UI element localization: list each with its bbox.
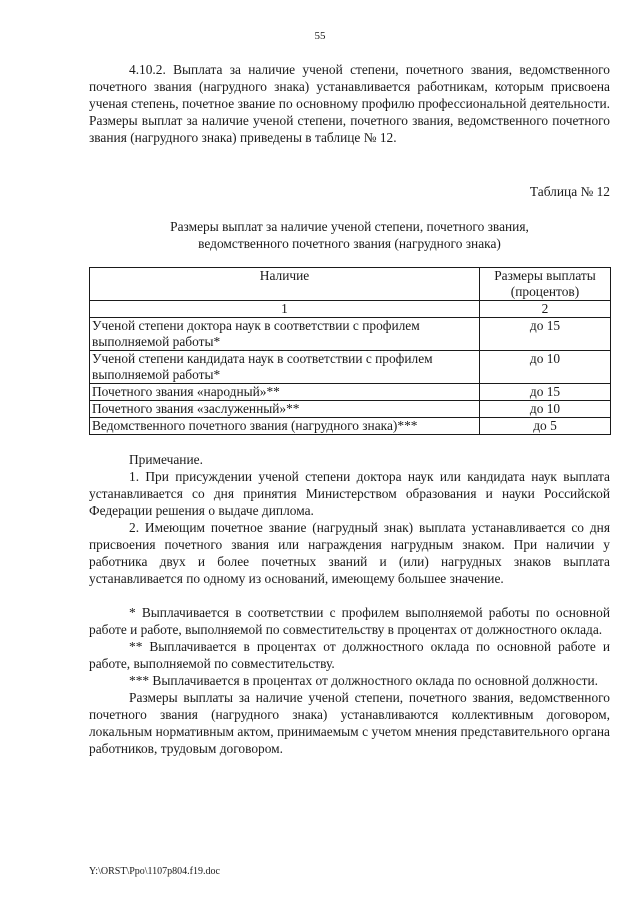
table-label: Таблица № 12 [529,184,610,199]
table-title-line-2: ведомственного почетного звания (нагрудного знака) [198,236,501,251]
row-name: Ученой степени кандидата наук в соответствии с профилем выполняемой работы* [90,351,480,384]
payments-table [89,267,611,435]
footnote-3: *** Выплачивается в процентах от должностного оклада по основной должности. [129,673,598,688]
table-row [90,418,611,435]
column-header-presence: Наличие [90,268,480,301]
table-row [90,351,611,384]
column-header-amount: Размеры выплаты (процентов) [480,268,611,301]
row-value: до 15 [480,318,611,351]
column-number-row [90,301,611,318]
notes-section [89,451,610,757]
row-value: до 10 [480,401,611,418]
footnote-2: ** Выплачивается в процентах от должностного оклада по основной работе и работе, выполняемой по совместительству. [89,639,610,671]
column-number-2: 2 [480,301,611,318]
notes-heading: Примечание. [129,452,203,467]
note-1: 1. При присуждении ученой степени доктора наук или кандидата наук выплата устанавливается со дня принятия Министерством образования и науки Российской Федерации решения о выдаче диплома. [89,469,610,518]
row-value: до 15 [480,384,611,401]
footnote-1: * Выплачивается в соответствии с профилем выполняемой работы по основной работе и работе, выполняемой по совместительству в процентах от должностного оклада. [89,605,610,637]
table-title [89,218,610,252]
table-header-row [90,268,611,301]
closing-paragraph: Размеры выплаты за наличие ученой степени, почетного звания, ведомственного почетного звания (нагрудного знака) устанавливаются коллективным договором, локальным нормативным актом, принимаемым с учетом мнения представительного органа работников, трудовым договором. [89,690,610,756]
row-name: Почетного звания «народный»** [90,384,480,401]
table-row [90,384,611,401]
row-name: Ученой степени доктора наук в соответствии с профилем выполняемой работы* [90,318,480,351]
table-title-line-1: Размеры выплат за наличие ученой степени, почетного звания, [170,219,529,234]
table-row [90,401,611,418]
row-name: Почетного звания «заслуженный»** [90,401,480,418]
footer-file-path: Y:\ORST\Ppo\1107p804.f19.doc [89,866,220,877]
table-row [90,318,611,351]
row-value: до 10 [480,351,611,384]
column-number-1: 1 [90,301,480,318]
paragraph-4-10-2: 4.10.2. Выплата за наличие ученой степени, почетного звания, ведомственного почетного звания (нагрудного знака) устанавливается работникам, которым присвоена ученая степень, почетное звание по основному профилю профессиональной деятельности. Размеры выплат за наличие ученой степени, почетного звания, ведомственного почетного звания (нагрудного знака) приведены в таблице № 12. [89,62,610,145]
note-2: 2. Имеющим почетное звание (нагрудный знак) выплата устанавливается со дня присвоения почетного звания или награждения нагрудным знаком. При наличии у работника двух и более почетных званий и (или) нагрудных знаков выплата устанавливается по одному из оснований, имеющему большее значение. [89,520,610,586]
row-name: Ведомственного почетного звания (нагрудного знака)*** [90,418,480,435]
row-value: до 5 [480,418,611,435]
page-number: 55 [314,30,326,42]
